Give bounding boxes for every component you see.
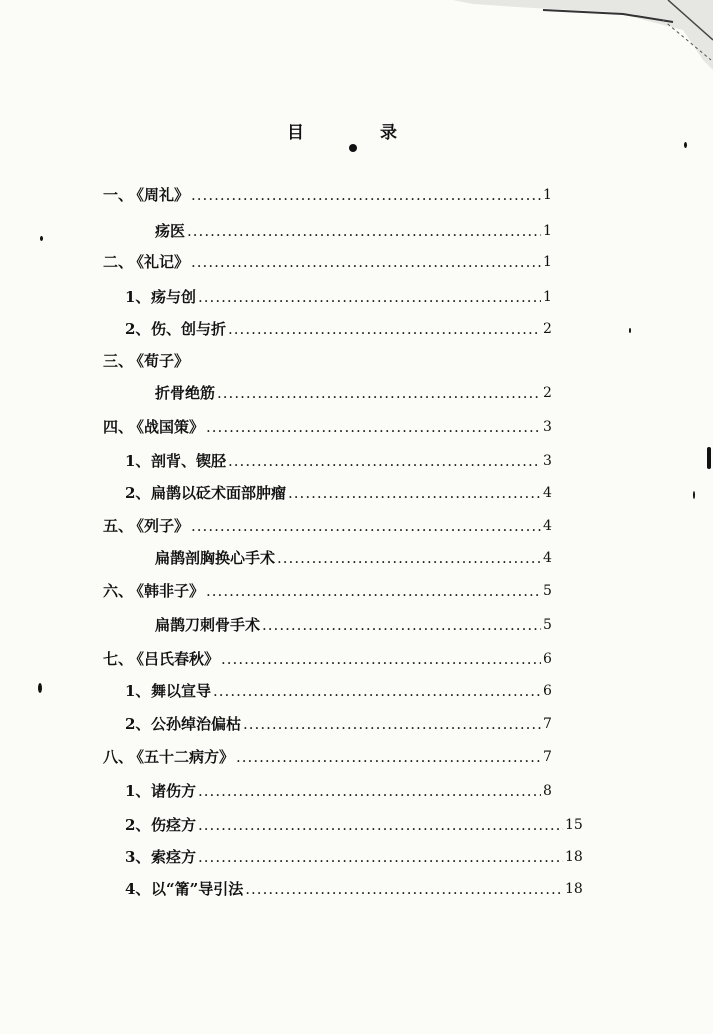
entry-title: 索痉方 [151,848,197,866]
dot-leader [245,877,563,901]
dot-leader [206,579,541,603]
toc-entry [125,877,595,901]
entry-title: 扁鹊刀刺骨手术 [155,616,261,634]
entry-page: 2 [543,385,552,401]
toc-entry [103,579,573,603]
entry-page: 1 [543,254,552,270]
toc-entry [103,183,573,207]
entry-title: 《礼记》 [129,253,190,271]
entry-page: 5 [543,583,552,599]
toc-entry [155,613,573,637]
entry-page: 6 [543,683,552,699]
entry-number: 三、 [103,352,134,370]
entry-page: 6 [543,651,552,667]
dot-leader [228,317,541,341]
toc-entry [125,679,573,703]
scan-speck [693,491,695,499]
entry-number: 四、 [103,418,134,436]
entry-page: 7 [543,749,552,765]
toc-entry [155,381,573,405]
dot-leader [288,481,541,505]
entry-title: 《吕氏春秋》 [129,650,220,668]
entry-number: 二、 [103,253,134,271]
entry-number: 1、 [125,682,151,700]
toc-entry [125,449,573,473]
entry-title: 伤痉方 [151,816,197,834]
entry-title: 伤、创与折 [151,320,227,338]
entry-title: 舞以宣导 [151,682,212,700]
toc-entry [125,317,573,341]
entry-number: 4、 [125,880,151,898]
entry-page: 1 [543,187,552,203]
toc-entry [125,712,573,736]
dot-leader [262,613,541,637]
scan-speck [707,447,711,469]
dot-leader [243,712,541,736]
toc-entry [103,415,573,439]
dot-leader [191,250,541,274]
entry-number: 八、 [103,748,134,766]
entry-number: 2、 [125,816,151,834]
toc-entry [155,546,573,570]
scan-speck [629,328,631,333]
dot-leader [228,449,541,473]
entry-page: 15 [565,817,583,833]
entry-number: 2、 [125,715,151,733]
dot-leader [217,381,541,405]
entry-number: 1、 [125,782,151,800]
entry-number: 一、 [103,186,134,204]
dot-leader [198,285,541,309]
toc-entry [103,745,573,769]
dot-leader [198,813,563,837]
entry-page: 1 [543,223,552,239]
toc-entry [125,481,573,505]
entry-page: 4 [543,485,552,501]
toc-entry [125,845,595,869]
toc-entry [103,250,573,274]
entry-number: 七、 [103,650,134,668]
entry-title: 《荀子》 [129,352,190,370]
scan-speck [684,142,687,148]
dot-leader [198,779,541,803]
entry-number: 2、 [125,320,151,338]
toc-entry [155,219,573,243]
entry-number: 1、 [125,288,151,306]
entry-page: 18 [565,881,583,897]
entry-number: 1、 [125,452,151,470]
entry-page: 3 [543,419,552,435]
entry-page: 2 [543,321,552,337]
entry-page: 8 [543,783,552,799]
entry-page: 1 [543,289,552,305]
dot-leader [191,183,541,207]
entry-title: 《战国策》 [129,418,205,436]
toc-entry [103,647,573,671]
entry-number: 3、 [125,848,151,866]
title-char-1: 目 [287,123,304,143]
entry-title: 公孙绰治偏枯 [151,715,242,733]
scan-speck [40,236,43,241]
entry-page: 18 [565,849,583,865]
dot-leader [213,679,541,703]
entry-page: 4 [543,550,552,566]
dot-leader [277,546,541,570]
scan-speck [38,683,42,693]
toc-entry [103,349,573,373]
entry-title: 折骨绝筋 [155,384,216,402]
dot-leader [221,647,541,671]
toc-entry [103,514,573,538]
toc-entry [125,285,573,309]
entry-title: 扁鹊以砭术面部肿瘤 [151,484,287,502]
entry-title: 《韩非子》 [129,582,205,600]
entry-page: 5 [543,617,552,633]
entry-page: 4 [543,518,552,534]
entry-title: 诸伤方 [151,782,197,800]
entry-page: 3 [543,453,552,469]
entry-title: 《五十二病方》 [129,748,235,766]
title-char-2: 录 [380,123,397,143]
entry-title: 疡医 [155,222,186,240]
toc-entry [125,779,573,803]
dot-leader [198,845,563,869]
entry-number: 六、 [103,582,134,600]
dot-leader [191,514,541,538]
entry-title: 扁鹊剖胸换心手术 [155,549,276,567]
entry-title: 《列子》 [129,517,190,535]
entry-title: 以“筩”导引法 [151,880,244,898]
entry-number: 五、 [103,517,134,535]
dot-leader [187,219,541,243]
toc-entry [125,813,595,837]
entry-number: 2、 [125,484,151,502]
entry-title: 剖背、锲胫 [151,452,227,470]
dot-leader [236,745,541,769]
entry-page: 7 [543,716,552,732]
dot-leader [206,415,541,439]
entry-title: 《周礼》 [129,186,190,204]
entry-title: 疡与创 [151,288,197,306]
